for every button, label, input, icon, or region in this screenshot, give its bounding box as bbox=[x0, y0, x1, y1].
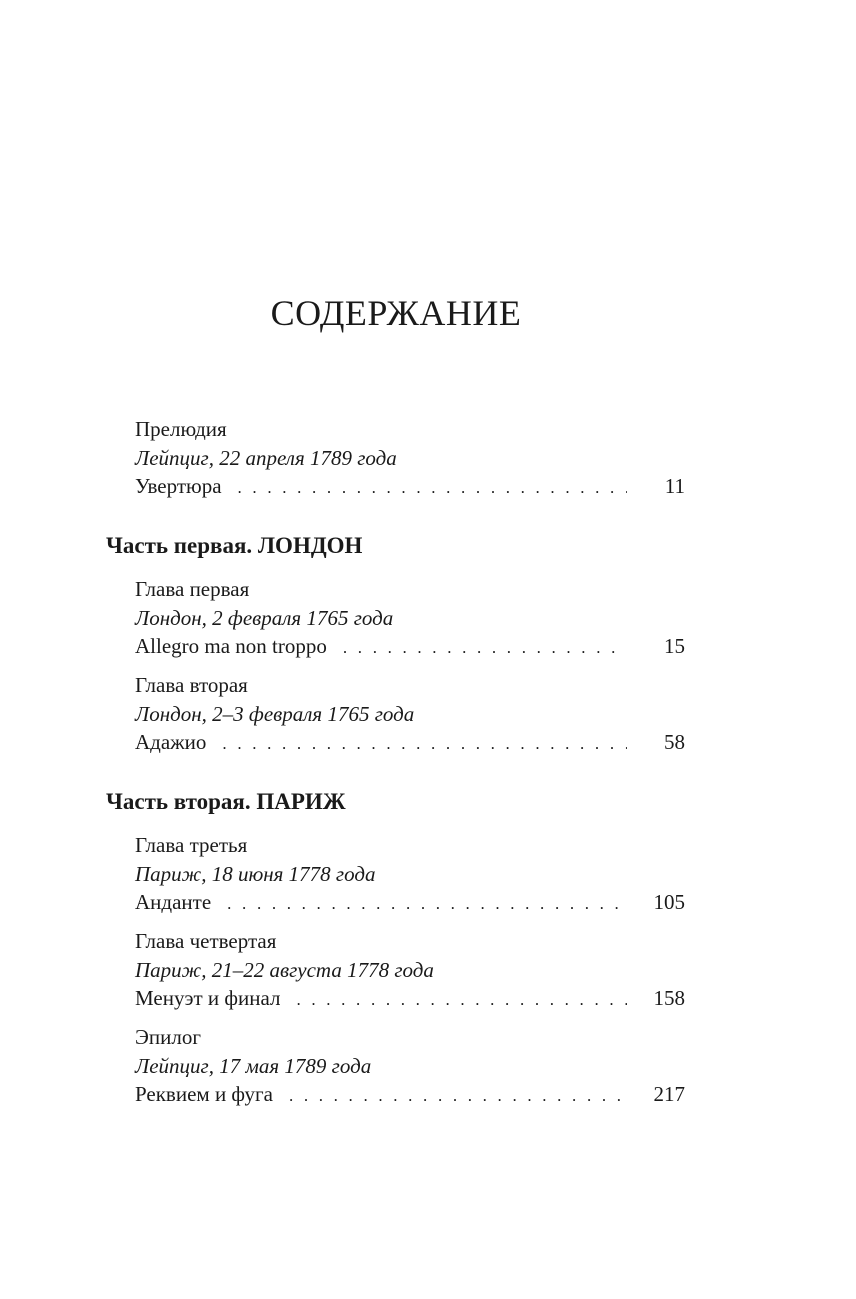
page-number: 158 bbox=[653, 986, 685, 1010]
entry-name: Реквием и фуга bbox=[135, 1082, 273, 1106]
entry-row[interactable] bbox=[135, 1080, 685, 1109]
dot-leader bbox=[289, 1082, 627, 1111]
page-number: 217 bbox=[653, 1082, 685, 1106]
entry-name: Менуэт и финал bbox=[135, 986, 281, 1010]
entry-subtitle: Париж, 18 июня 1778 года bbox=[135, 861, 376, 886]
page-number: 58 bbox=[664, 730, 685, 754]
entry-row[interactable] bbox=[135, 472, 685, 501]
entry-heading: Глава четвертая bbox=[135, 929, 277, 953]
entry-subtitle: Лейпциг, 22 апреля 1789 года bbox=[135, 445, 397, 470]
entry-heading: Глава вторая bbox=[135, 673, 248, 697]
dot-leader bbox=[227, 890, 627, 919]
page-number: 11 bbox=[664, 474, 685, 498]
entry-subtitle: Лейпциг, 17 мая 1789 года bbox=[135, 1053, 372, 1078]
toc-entry-chapter-3 bbox=[135, 831, 685, 917]
dot-leader bbox=[222, 730, 627, 759]
page-number: 15 bbox=[664, 634, 685, 658]
entry-row[interactable] bbox=[135, 632, 685, 661]
page-number: 105 bbox=[653, 890, 685, 914]
entry-heading: Глава третья bbox=[135, 833, 248, 857]
dot-leader bbox=[296, 986, 627, 1015]
entry-subtitle: Лондон, 2 февраля 1765 года bbox=[135, 605, 394, 630]
entry-subtitle: Париж, 21–22 августа 1778 года bbox=[135, 957, 434, 982]
entry-row[interactable] bbox=[135, 984, 685, 1013]
toc-entry-chapter-4 bbox=[135, 927, 685, 1013]
part-heading-paris: Часть вторая. ПАРИЖ bbox=[106, 789, 346, 814]
entry-heading: Глава первая bbox=[135, 577, 250, 601]
entry-heading: Эпилог bbox=[135, 1025, 201, 1049]
dot-leader bbox=[238, 474, 627, 503]
toc-entry-prelude bbox=[135, 415, 685, 501]
dot-leader bbox=[343, 634, 627, 663]
toc-entry-chapter-1 bbox=[135, 575, 685, 661]
toc-entry-chapter-2 bbox=[135, 671, 685, 757]
part-heading-london: Часть первая. ЛОНДОН bbox=[106, 533, 363, 558]
toc-entry-epilogue bbox=[135, 1023, 685, 1109]
entry-row[interactable] bbox=[135, 888, 685, 917]
page-title: СОДЕРЖАНИЕ bbox=[270, 293, 522, 333]
entry-subtitle: Лондон, 2–3 февраля 1765 года bbox=[135, 701, 415, 726]
entry-name: Анданте bbox=[135, 890, 212, 914]
entry-name: Allegro ma non troppo bbox=[135, 634, 327, 658]
entry-name: Увертюра bbox=[135, 474, 222, 498]
entry-heading: Прелюдия bbox=[135, 417, 227, 441]
entry-name: Адажио bbox=[135, 730, 207, 754]
entry-row[interactable] bbox=[135, 728, 685, 757]
